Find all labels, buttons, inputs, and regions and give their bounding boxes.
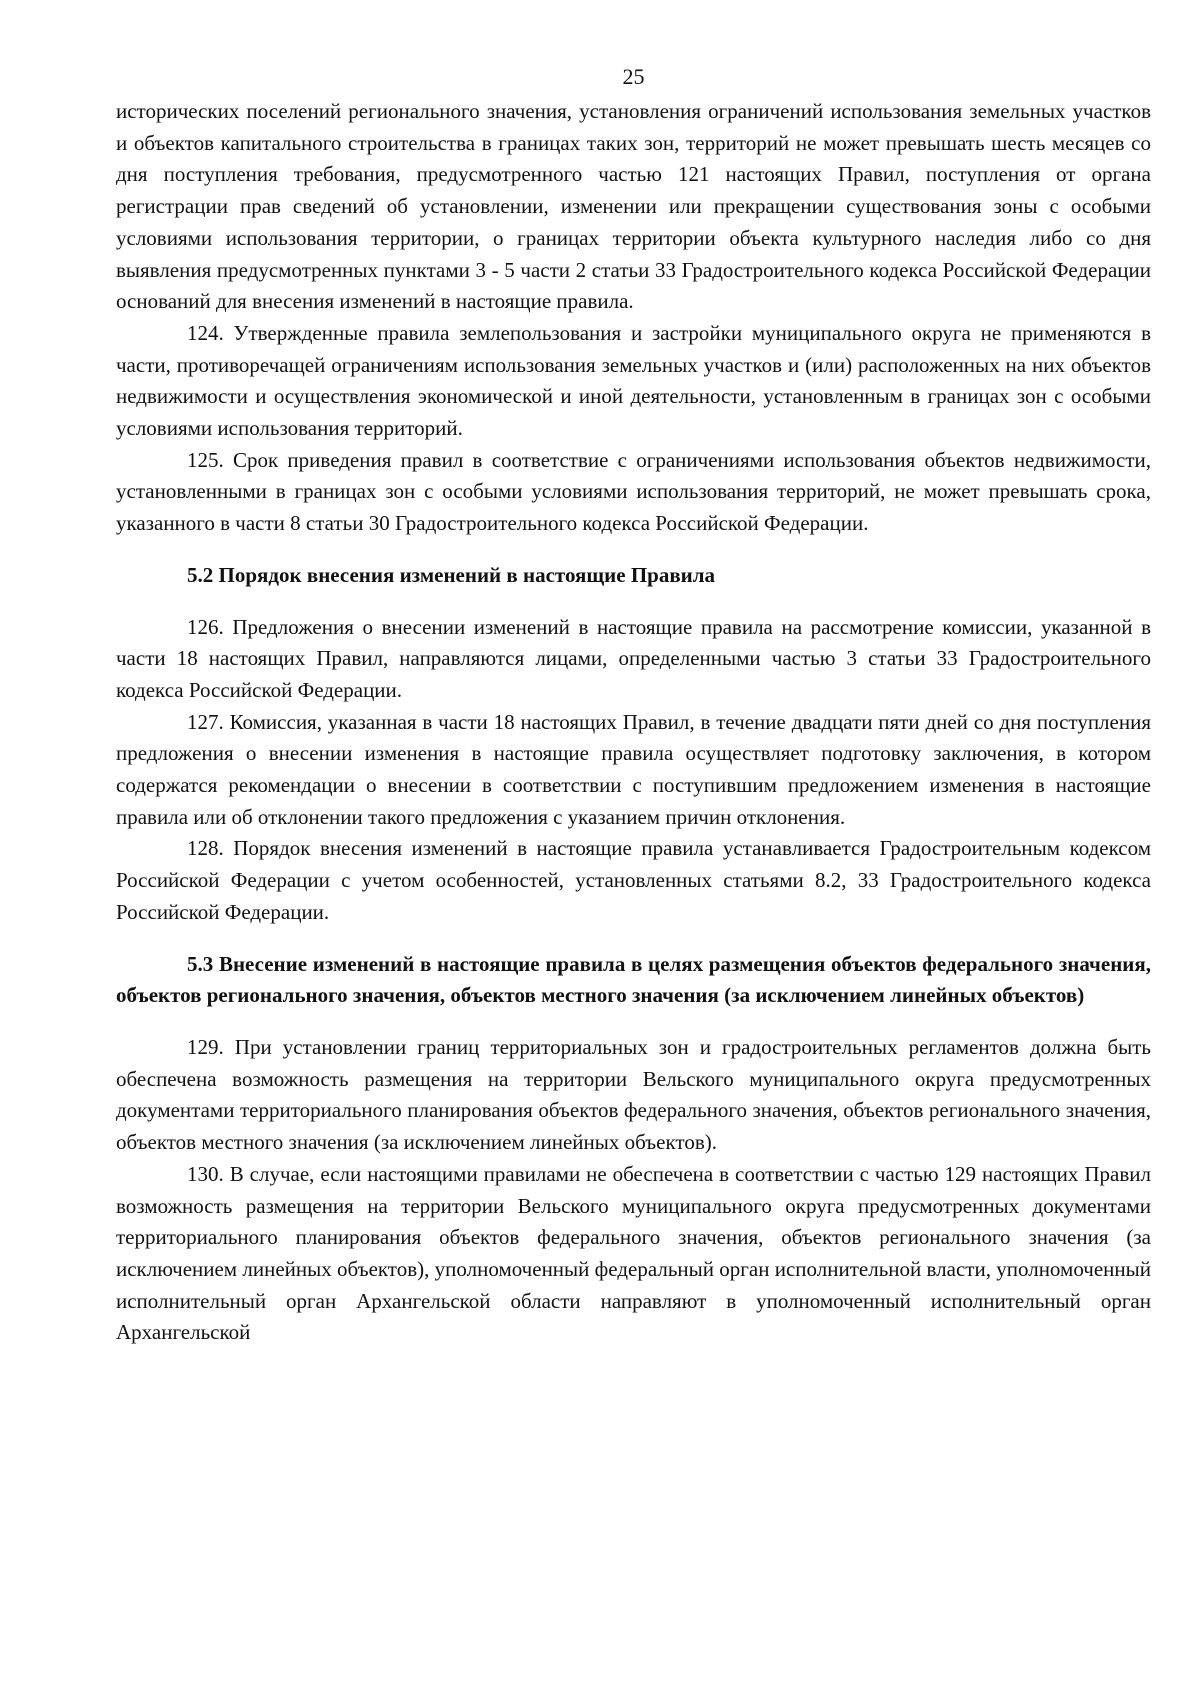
- section-heading-5-2: 5.2 Порядок внесения изменений в настоящие Правила: [187, 562, 716, 587]
- paragraph-130: 130. В случае, если настоящими правилами не обеспечена в соответствии с частью 129 настоящих Правил возможность размещения на территории Вельского муниципального округа предусмотренных документами территориального планирования объектов федерального значения, объектов регионального значения (за исключением линейных объектов), уполномоченный федеральный орган исполнительной власти, уполномоченный исполнительный орган Архангельской области направляют в уполномоченный исполнительный орган Архангельской: [116, 1161, 1151, 1345]
- page-number: 25: [622, 64, 645, 89]
- paragraph-continuation: исторических поселений регионального значения, установления ограничений использования земельных участков и объектов капитального строительства в границах таких зон, территорий не может превышать шесть месяцев со дня поступления требования, предусмотренного частью 121 настоящих Правил, поступления от органа регистрации прав сведений об установлении, изменении или прекращении существования зоны с особыми условиями использования территории, о границах территории объекта культурного наследия либо со дня выявления предусмотренных пунктами 3 - 5 части 2 статьи 33 Градостроительного кодекса Российской Федерации оснований для внесения изменений в настоящие правила.: [116, 99, 1151, 314]
- paragraph-124: 124. Утвержденные правила землепользования и застройки муниципального округа не применяются в части, противоречащей ограничениям использования земельных участков и (или) расположенных на них объектов недвижимости и осуществления экономической и иной деятельности, установленным в границах зон с особыми условиями использования территорий.: [116, 320, 1151, 441]
- document-page: [116, 62, 1151, 1349]
- section-heading-5-3: 5.3 Внесение изменений в настоящие правила в целях размещения объектов федерального значения, объектов регионального значения, объектов местного значения (за исключением линейных объектов): [116, 951, 1151, 1008]
- paragraph-126: 126. Предложения о внесении изменений в настоящие правила на рассмотрение комиссии, указанной в части 18 настоящих Правил, направляются лицами, определенными частью 3 статьи 33 Градостроительного кодекса Российской Федерации.: [116, 614, 1151, 702]
- paragraph-127: 127. Комиссия, указанная в части 18 настоящих Правил, в течение двадцати пяти дней со дня поступления предложения о внесении изменения в настоящие правила осуществляет подготовку заключения, в котором содержатся рекомендации о внесении в соответствии с поступившим предложением изменения в настоящие правила или об отклонении такого предложения с указанием причин отклонения.: [116, 709, 1151, 829]
- paragraph-125: 125. Срок приведения правил в соответствие с ограничениями использования объектов недвижимости, установленными в границах зон с особыми условиями использования территорий, не может превышать срока, указанного в части 8 статьи 30 Градостроительного кодекса Российской Федерации.: [116, 447, 1151, 536]
- paragraph-129: 129. При установлении границ территориальных зон и градостроительных регламентов должна быть обеспечена возможность размещения на территории Вельского муниципального округа предусмотренных документами территориального планирования объектов федерального значения, объектов регионального значения, объектов местного значения (за исключением линейных объектов).: [116, 1034, 1151, 1155]
- paragraph-128: 128. Порядок внесения изменений в настоящие правила устанавливается Градостроительным кодексом Российской Федерации с учетом особенностей, установленных статьями 8.2, 33 Градостроительного кодекса Российской Федерации.: [116, 836, 1151, 924]
